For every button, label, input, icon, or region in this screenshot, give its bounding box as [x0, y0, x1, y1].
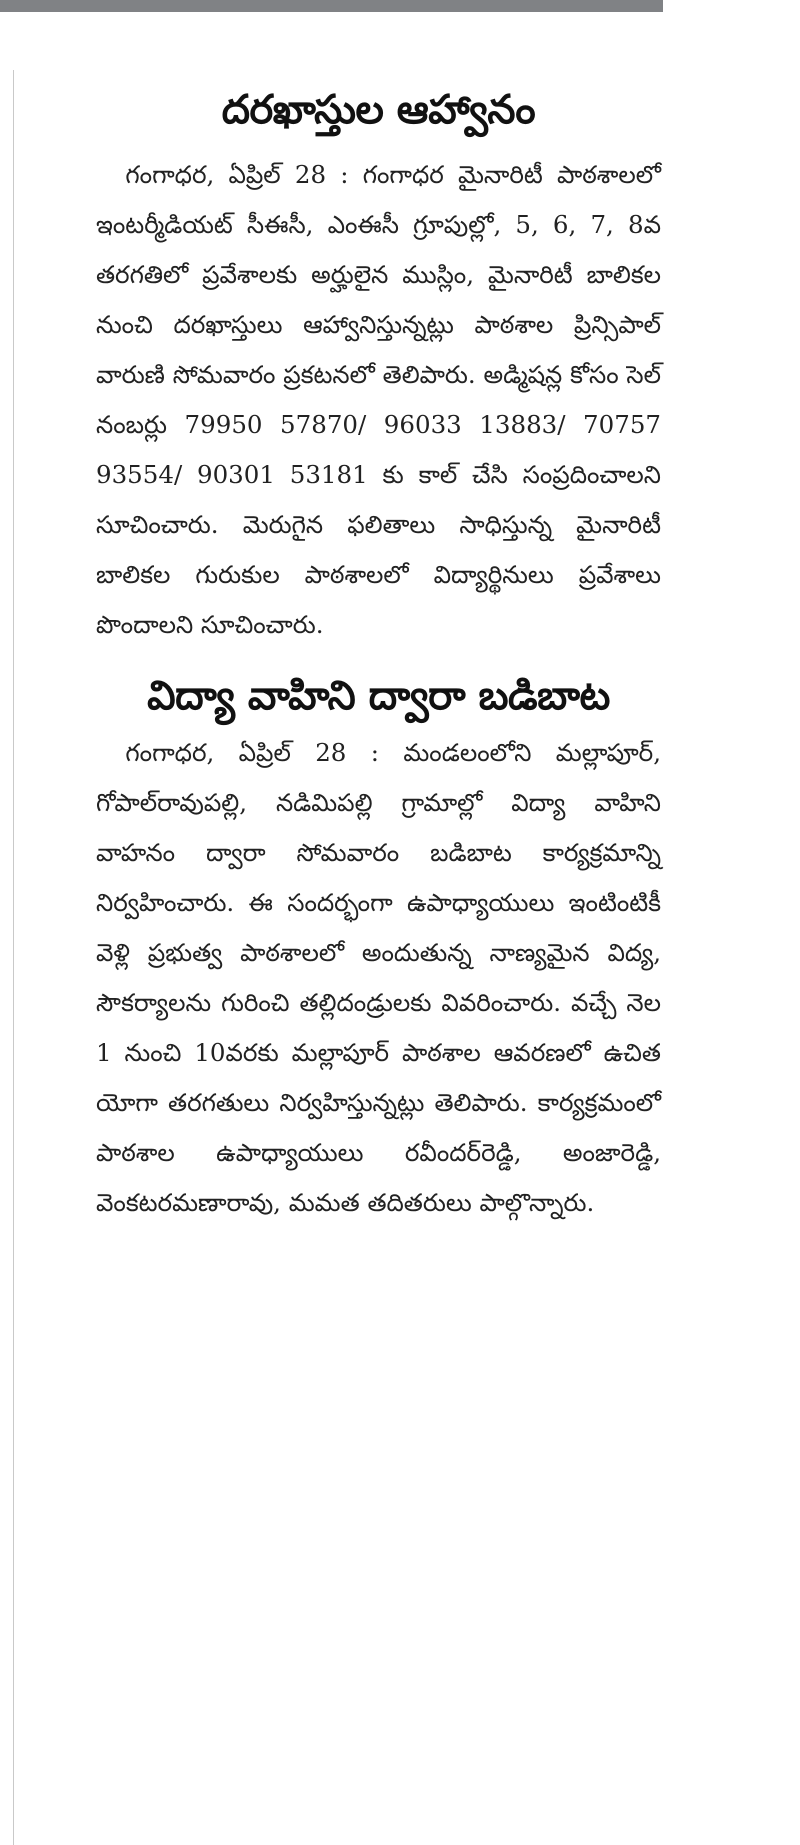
top-page-rule: [0, 0, 663, 12]
left-column-rule: [0, 70, 14, 1845]
newspaper-column: [96, 84, 661, 1228]
article-1-headline: దరఖాస్తుల ఆహ్వానం: [221, 87, 536, 133]
article-2-body: గంగాధర, ఏప్రిల్ 28 : మండలంలోని మల్లాపూర్, గోపాల్‌రావుపల్లి, నడిమిపల్లి గ్రామాల్లో విద్యా వాహిని వాహనం ద్వారా సోమవారం బడిబాట కార్యక్రమాన్ని నిర్వహించారు. ఈ సందర్భంగా ఉపాధ్యాయులు ఇంటింటికీ వెళ్లి ప్రభుత్వ పాఠశాలలో అందుతున్న నాణ్యమైన విద్య, సౌకర్యాలను గురించి తల్లిదండ్రులకు వివరించారు. వచ్చే నెల 1 నుంచి 10వరకు మల్లాపూర్ పాఠశాల ఆవరణలో ఉచిత యోగా తరగతులు నిర్వహిస్తున్నట్లు తెలిపారు. కార్యక్రమంలో పాఠశాల ఉపాధ్యాయులు రవీందర్‌రెడ్డి, అంజారెడ్డి, వెంకటరమణారావు, మమత తదితరులు పాల్గొన్నారు.: [96, 738, 661, 1217]
article-applications-invited: [96, 84, 661, 650]
article-2-headline: విద్యా వాహిని ద్వారా బడిబాట: [147, 673, 610, 719]
article-vidya-vahini-badibata: [96, 670, 661, 1228]
article-1-body: గంగాధర, ఏప్రిల్ 28 : గంగాధర మైనారిటీ పాఠశాలలో ఇంటర్మీడియట్ సీఈసీ, ఎంఈసీ గ్రూపుల్లో, 5, 6, 7, 8వ తరగతిలో ప్రవేశాలకు అర్హులైన ముస్లిం, మైనారిటీ బాలికల నుంచి దరఖాస్తులు ఆహ్వానిస్తున్నట్లు పాఠశాల ప్రిన్సిపాల్ వారుణి సోమవారం ప్రకటనలో తెలిపారు. అడ్మిషన్ల కోసం సెల్ నంబర్లు 79950 57870/ 96033 13883/ 70757 93554/ 90301 53181 కు కాల్ చేసి సంప్రదించాలని సూచించారు. మెరుగైన ఫలితాలు సాధిస్తున్న మైనారిటీ బాలికల గురుకుల పాఠశాలలో విద్యార్థినులు ప్రవేశాలు పొందాలని సూచించారు.: [96, 160, 661, 639]
